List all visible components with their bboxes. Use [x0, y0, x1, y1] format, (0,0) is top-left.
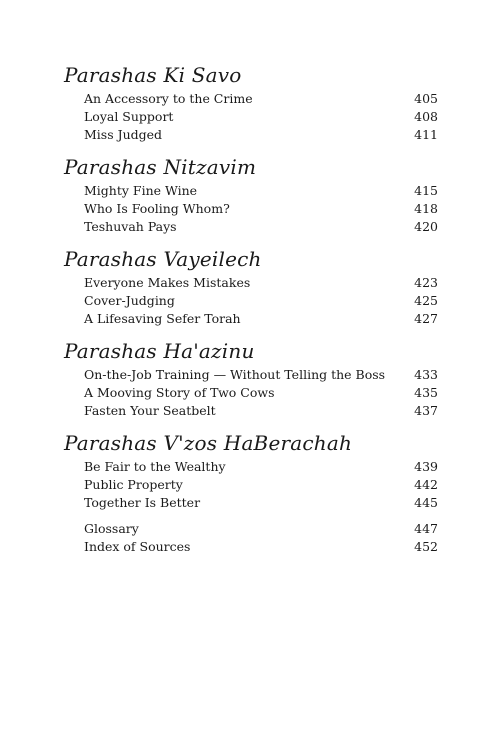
- entry-page: 442: [414, 477, 438, 492]
- entry-page: 408: [414, 109, 438, 124]
- toc-entry: [64, 476, 438, 494]
- toc-entry: [64, 292, 438, 310]
- toc-entry: [64, 494, 438, 512]
- entry-title: Together Is Better: [84, 495, 201, 510]
- entry-page: 433: [414, 367, 438, 382]
- toc-entry: [64, 218, 438, 236]
- entry-page: 435: [414, 385, 438, 400]
- entry-page: 418: [414, 201, 438, 216]
- toc-entry: [64, 126, 438, 144]
- entry-title: Glossary: [84, 521, 139, 536]
- toc-entry: [64, 310, 438, 328]
- entry-page: 420: [414, 219, 438, 234]
- toc-entry: [64, 200, 438, 218]
- entry-title: A Mooving Story of Two Cows: [84, 385, 275, 400]
- toc-entry: [64, 274, 438, 292]
- entry-page: 439: [414, 459, 438, 474]
- entry-page: 405: [414, 91, 438, 106]
- toc-entry: [64, 366, 438, 384]
- entry-page: 437: [414, 403, 438, 418]
- entry-title: On-the-Job Training — Without Telling the Boss: [84, 367, 386, 382]
- entry-title: Loyal Support: [84, 109, 174, 124]
- toc-entry: [64, 402, 438, 420]
- entry-title: Everyone Makes Mistakes: [84, 275, 251, 290]
- entry-title: Index of Sources: [84, 539, 191, 554]
- entry-title: An Accessory to the Crime: [84, 91, 253, 106]
- entry-page: 447: [414, 521, 438, 536]
- toc-entry: [64, 538, 438, 556]
- entry-page: 411: [414, 127, 438, 142]
- section-haazinu: [64, 338, 438, 420]
- entry-page: 445: [414, 495, 438, 510]
- toc-entry: [64, 384, 438, 402]
- section-vzos-haberachah: [64, 430, 438, 512]
- table-of-contents: [64, 62, 438, 556]
- section-vayeilech: [64, 246, 438, 328]
- entry-page: 423: [414, 275, 438, 290]
- toc-entry: [64, 108, 438, 126]
- section-title: Parashas Ha'azinu: [64, 339, 255, 363]
- entry-page: 425: [414, 293, 438, 308]
- section-title: Parashas Nitzavim: [64, 155, 257, 179]
- entry-title: Miss Judged: [84, 127, 163, 142]
- toc-entry: [64, 458, 438, 476]
- back-matter: [64, 520, 438, 556]
- entry-title: A Lifesaving Sefer Torah: [84, 311, 241, 326]
- section-nitzavim: [64, 154, 438, 236]
- toc-entry: [64, 520, 438, 538]
- entry-title: Cover-Judging: [84, 293, 175, 308]
- entry-page: 415: [414, 183, 438, 198]
- entry-page: 452: [414, 539, 438, 554]
- entry-page: 427: [414, 311, 438, 326]
- entry-title: Who Is Fooling Whom?: [84, 201, 230, 216]
- section-title: Parashas Vayeilech: [64, 247, 262, 271]
- entry-title: Public Property: [84, 477, 183, 492]
- entry-title: Mighty Fine Wine: [84, 183, 198, 198]
- section-title: Parashas V'zos HaBerachah: [64, 431, 353, 455]
- entry-title: Be Fair to the Wealthy: [84, 459, 226, 474]
- section-ki-savo: [64, 62, 438, 144]
- entry-title: Teshuvah Pays: [84, 219, 177, 234]
- section-title: Parashas Ki Savo: [64, 63, 242, 87]
- toc-entry: [64, 90, 438, 108]
- entry-title: Fasten Your Seatbelt: [84, 403, 216, 418]
- toc-entry: [64, 182, 438, 200]
